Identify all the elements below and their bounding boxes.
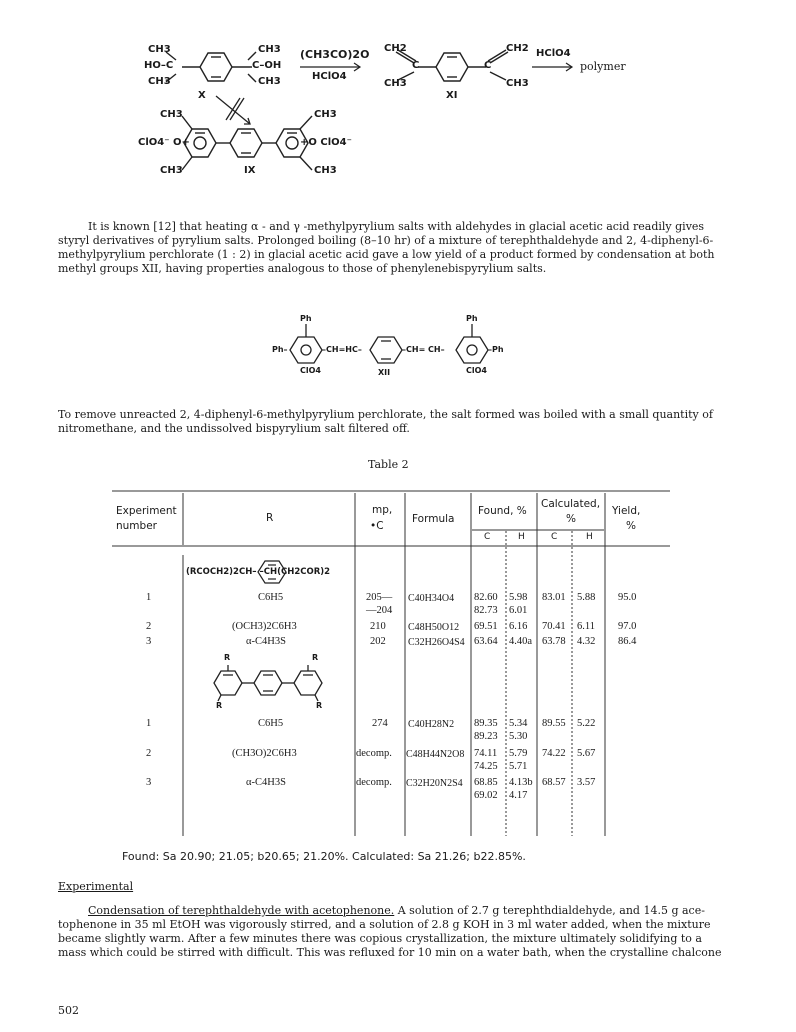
cell-yield: 86.4	[618, 636, 637, 647]
header-r: R	[266, 512, 274, 524]
cell-formula: C48H50O12	[408, 622, 460, 633]
group-ch2: CH2	[384, 43, 407, 54]
cell-calc-h: 5.67	[577, 748, 596, 759]
group-ch3: CH3	[314, 109, 337, 120]
header-calc-c: C	[551, 532, 558, 542]
group-ch3: CH3	[148, 44, 171, 55]
text-line: methylpyrylium perchlorate (1 : 2) in glacial acetic acid gave a low yield of a product formed by condensation at both	[58, 248, 715, 261]
cell-r: (OCH3)2C6H3	[232, 621, 297, 632]
cell-found-c: 63.64	[474, 636, 498, 647]
text-line: became slightly warm. After a few minutes there was copious crystallization, the mixture ultimately solidifying to a	[58, 932, 702, 945]
group-ch2: CH2	[506, 43, 529, 54]
cell-found-h: 5.71	[509, 761, 528, 772]
experimental-subheading: Condensation of terephthaldehyde with acetophenone.	[88, 904, 395, 917]
table-footnote: Found: Sa 20.90; 21.05; b20.65; 21.20%. Calculated: Sa 21.26; b22.85%.	[122, 850, 526, 863]
text-line: nitromethane, and the undissolved bispyrylium salt filtered off.	[58, 422, 410, 435]
header-calculated: Calculated,	[541, 498, 601, 510]
cell-found-h: 6.01	[509, 605, 528, 616]
bipyridyl-structure-icon	[214, 665, 322, 701]
group-ch3: CH3	[384, 78, 407, 89]
substituent-r: R	[224, 653, 231, 662]
phenyl-label: Ph	[466, 314, 478, 323]
phenyl-label: Ph	[300, 314, 312, 323]
perchlorate-label: ClO4	[300, 366, 321, 375]
cell-formula: C40H28N2	[408, 719, 455, 730]
cell-r: α-C4H3S	[246, 636, 286, 647]
vinylene-linker: –CH= CH–	[402, 345, 445, 354]
experimental-heading: Experimental	[58, 880, 134, 893]
cell-found-c: 68.85	[474, 777, 498, 788]
cell-calc-h: 4.32	[577, 636, 596, 647]
cell-calc-c: 70.41	[542, 621, 566, 632]
group-c-oh: C–OH	[252, 60, 282, 71]
polymer-label: polymer	[580, 60, 626, 73]
group-ch3: CH3	[160, 109, 183, 120]
cell-formula: C32H20N2S4	[406, 778, 463, 789]
reagent-top: (CH3CO)2O	[300, 48, 370, 61]
cell-calc-h: 6.11	[577, 621, 595, 632]
group-c: C	[412, 60, 420, 71]
reagent-bottom: HClO4	[312, 71, 347, 82]
cell-calc-c: 63.78	[542, 636, 566, 647]
group-ch3: CH3	[258, 44, 281, 55]
substituent-r: R	[312, 653, 319, 662]
cell-found-c: 89.35	[474, 718, 498, 729]
text-line: A solution of 2.7 g terephthdialdehyde, and 14.5 g ace-	[394, 904, 705, 917]
perchlorate-label: ClO4	[466, 366, 487, 375]
cell-found-c: 82.60	[474, 592, 498, 603]
cell-num: 3	[146, 777, 152, 788]
header-mp-unit: •C	[370, 520, 384, 532]
experimental-paragraph	[58, 904, 748, 960]
cell-found-h: 4.13b	[509, 777, 533, 788]
cell-r: C6H5	[258, 718, 284, 729]
header-found: Found, %	[478, 505, 527, 517]
cell-found-c: 89.23	[474, 731, 498, 742]
cell-r: (CH3O)2C6H3	[232, 748, 297, 759]
label-xi: XI	[446, 90, 458, 101]
phenyl-label: Ph–	[272, 345, 288, 354]
cell-r: C6H5	[258, 592, 284, 603]
label-x: X	[198, 90, 206, 101]
group-ch3: CH3	[148, 76, 171, 87]
cell-found-h: 5.34	[509, 718, 528, 729]
header-mp: mp,	[372, 504, 393, 516]
substituent-r: R	[316, 701, 323, 710]
cell-num: 1	[146, 718, 152, 729]
text-line: tophenone in 35 ml EtOH was vigorously stirred, and a solution of 2.8 g KOH in 3 ml water added, when the mixture	[58, 918, 711, 931]
cell-calc-h: 5.22	[577, 718, 596, 729]
cell-num: 1	[146, 592, 152, 603]
label-xii: XII	[378, 368, 391, 377]
cell-calc-c: 68.57	[542, 777, 566, 788]
cell-calc-h: 3.57	[577, 777, 596, 788]
cell-formula: C40H34O4	[408, 593, 455, 604]
header-found-h: H	[518, 532, 525, 542]
group-ch3: CH3	[506, 78, 529, 89]
cell-mp: 210	[370, 621, 386, 632]
cell-mp: decomp.	[356, 777, 392, 788]
group-ho-c: HO–C	[144, 60, 174, 71]
cell-calc-c: 83.01	[542, 592, 566, 603]
cell-num: 3	[146, 636, 152, 647]
header-calc-h: H	[586, 532, 593, 542]
table-title: Table 2	[368, 458, 409, 471]
group-c: C	[484, 60, 492, 71]
cell-formula: C32H26O4S4	[408, 637, 465, 648]
cell-mp: 205—	[366, 592, 393, 603]
reagent-2: HClO4	[536, 48, 571, 59]
perchlorate-left: ClO4⁻ O+	[138, 137, 190, 148]
cell-found-h: 5.98	[509, 592, 528, 603]
label-ix: IX	[244, 165, 256, 176]
cell-calc-h: 5.88	[577, 592, 596, 603]
cell-mp: 202	[370, 636, 386, 647]
cell-found-c: 82.73	[474, 605, 498, 616]
header-yield-unit: %	[626, 520, 636, 532]
cell-found-c: 69.51	[474, 621, 498, 632]
cell-calc-c: 74.22	[542, 748, 566, 759]
phenyl-label: –Ph	[488, 345, 504, 354]
header-formula: Formula	[412, 513, 455, 525]
cell-found-c: 69.02	[474, 790, 498, 801]
header-yield: Yield,	[612, 505, 641, 517]
header-number: number	[116, 520, 157, 532]
text-line: To remove unreacted 2, 4-diphenyl-6-methylpyrylium perchlorate, the salt formed was boiled with a small quantity of	[58, 408, 713, 421]
cell-yield: 95.0	[618, 592, 637, 603]
group-ch3: CH3	[314, 165, 337, 176]
page-number: 502	[58, 1004, 79, 1017]
cell-found-h: 6.16	[509, 621, 528, 632]
cell-calc-c: 89.55	[542, 718, 566, 729]
perchlorate-right: +O ClO4⁻	[300, 137, 352, 148]
cell-mp: decomp.	[356, 748, 392, 759]
cell-mp: 274	[372, 718, 388, 729]
section-1-formula: (RCOCH2)2CH– –CH(CH2COR)2	[186, 567, 331, 577]
vinylene-linker: –CH=HC–	[322, 345, 362, 354]
cell-found-c: 74.25	[474, 761, 498, 772]
header-experiment: Experiment	[116, 505, 177, 517]
cell-yield: 97.0	[618, 621, 637, 632]
cell-found-h: 5.79	[509, 748, 528, 759]
header-found-c: C	[484, 532, 491, 542]
group-ch3: CH3	[160, 165, 183, 176]
text-line: mass which could be stirred with difficult. This was refluxed for 10 min on a water bath, when the crystalline chalcone	[58, 946, 722, 959]
cell-num: 2	[146, 621, 152, 632]
header-calculated-unit: %	[566, 513, 576, 525]
group-ch3: CH3	[258, 76, 281, 87]
substituent-r: R	[216, 701, 223, 710]
cell-formula: C48H44N2O8	[406, 749, 465, 760]
cell-r: α-C4H3S	[246, 777, 286, 788]
cell-found-h: 5.30	[509, 731, 528, 742]
text-line: styryl derivatives of pyrylium salts. Prolonged boiling (8–10 hr) of a mixture of terephthaldehyde and 2, 4-diphenyl-6-	[58, 234, 714, 247]
text-line: It is known [12] that heating α - and γ -methylpyrylium salts with aldehydes in glacial acetic acid readily gives	[88, 220, 705, 233]
cell-found-h: 4.17	[509, 790, 528, 801]
text-line: methyl groups XII, having properties analogous to those of phenylenebispyrylium salts.	[58, 262, 547, 275]
cell-found-h: 4.40a	[509, 636, 533, 647]
cell-num: 2	[146, 748, 152, 759]
cell-found-c: 74.11	[474, 748, 498, 759]
cell-mp: —204	[366, 605, 393, 616]
